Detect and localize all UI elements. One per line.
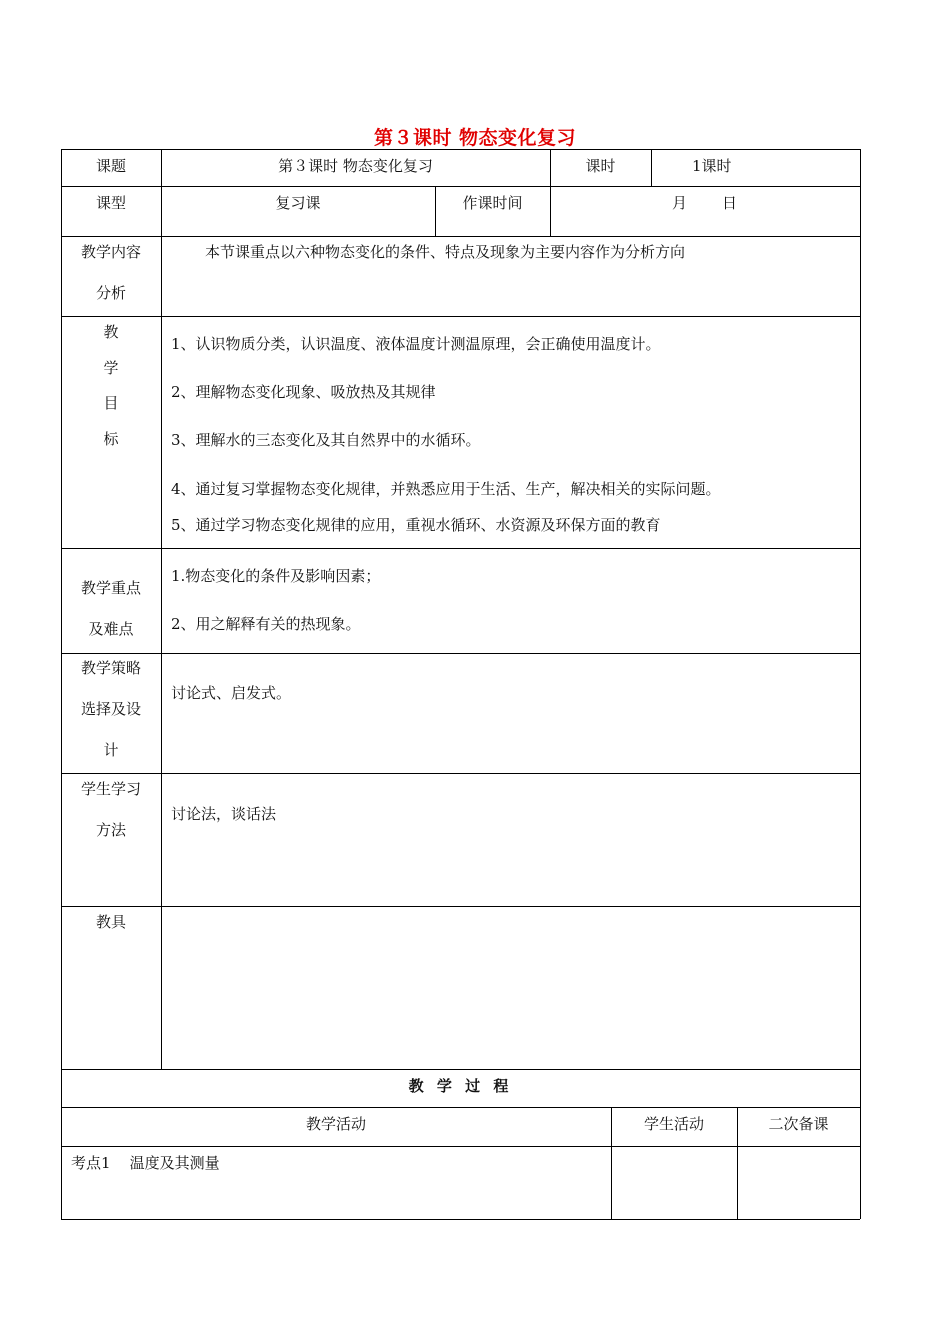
key-points-label-line2: 及难点: [88, 620, 134, 638]
strategy-label-line: 教学策略: [80, 659, 141, 677]
exam-point-1: 考点1 温度及其测量: [71, 1154, 220, 1172]
col-student-activity: 学生活动: [643, 1115, 704, 1133]
content-analysis-text: 本节课重点以六种物态变化的条件、特点及现象为主要内容作为分析方向: [205, 243, 686, 261]
goals-label-char: 学: [103, 359, 119, 377]
strategy-label-line: 计: [103, 741, 119, 759]
time-label: 作课时间: [462, 194, 523, 212]
col-teacher-activity: 教学活动: [305, 1115, 366, 1133]
key-point-item: 2、用之解释有关的热现象。: [171, 615, 361, 633]
content-label-line1: 教学内容: [80, 243, 141, 261]
strategy-value: 讨论式、启发式。: [171, 684, 292, 702]
tools-label: 教具: [95, 913, 126, 931]
hours-value: 1课时: [692, 157, 732, 175]
goal-item: 1、认识物质分类，认识温度、液体温度计测温原理，会正确使用温度计。: [171, 335, 661, 353]
topic-value: 第３课时 物态变化复习: [278, 157, 433, 175]
goal-item: 4、通过复习掌握物态变化规律，并熟悉应用于生活、生产，解决相关的实际问题。: [171, 480, 721, 498]
goals-label-char: 目: [103, 394, 119, 412]
type-value: 复习课: [275, 194, 321, 212]
strategy-label-line: 选择及设: [80, 700, 141, 718]
method-label-line1: 学生学习: [80, 780, 141, 798]
key-points-label-line1: 教学重点: [80, 579, 141, 597]
method-value: 讨论法，谈话法: [171, 805, 277, 823]
time-month: 月: [672, 194, 688, 212]
col-second-prep: 二次备课: [768, 1115, 829, 1133]
type-label: 课型: [95, 194, 126, 212]
time-day: 日: [722, 194, 738, 212]
method-label-line2: 方法: [95, 821, 126, 839]
goals-label-char: 标: [103, 430, 119, 448]
content-label-line2: 分析: [95, 284, 126, 302]
goals-label-char: 教: [103, 323, 119, 341]
hours-label: 课时: [585, 157, 616, 175]
goal-item: 3、理解水的三态变化及其自然界中的水循环。: [171, 431, 481, 449]
document-title: 第３课时 物态变化复习: [373, 127, 577, 149]
process-heading: 教 学 过 程: [408, 1077, 513, 1095]
goal-item: 5、通过学习物态变化规律的应用，重视水循环、水资源及环保方面的教育: [171, 516, 661, 534]
key-point-item: 1.物态变化的条件及影响因素；: [171, 567, 381, 585]
topic-label: 课题: [95, 157, 126, 175]
goal-item: 2、理解物态变化现象、吸放热及其规律: [171, 383, 436, 401]
